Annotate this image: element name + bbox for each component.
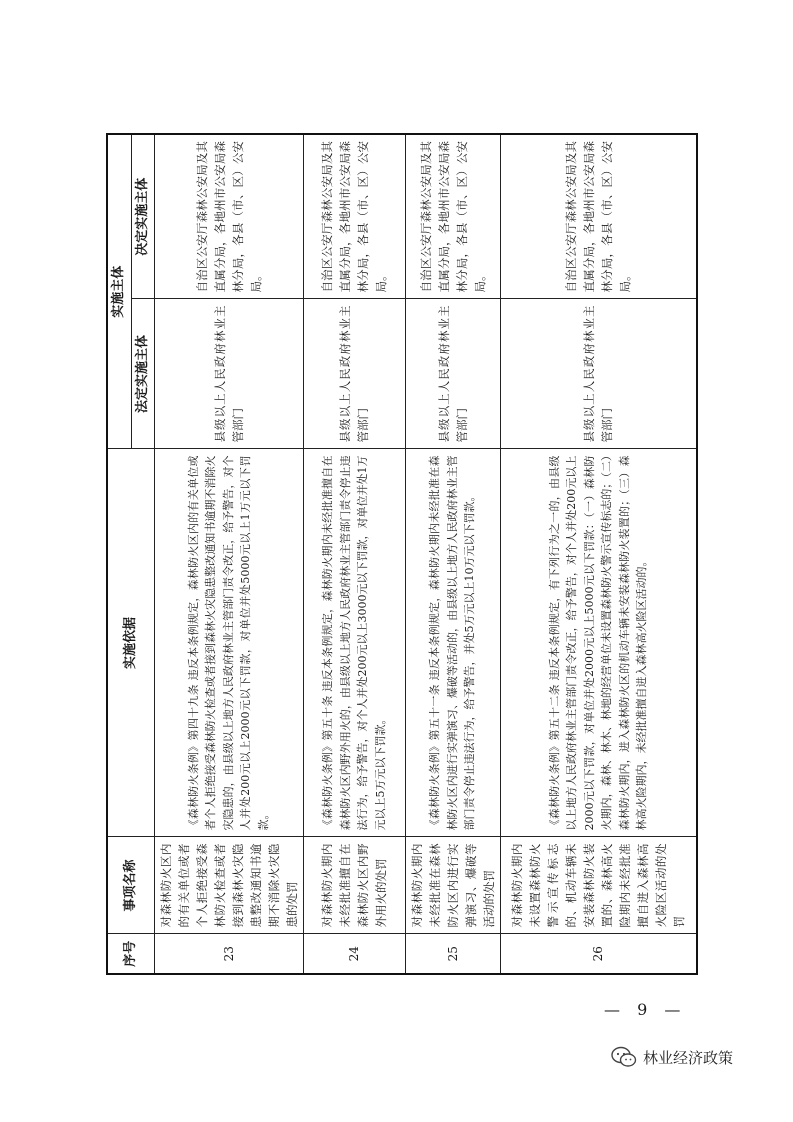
row-seq: 24 — [303, 934, 405, 974]
row-seq: 26 — [500, 934, 697, 974]
row-basis: 《森林防火条例》第五十条 违反本条例规定，森林防火期内未经批准擅自在森林防火区内野外用火的，由县级以上地方人民政府林业主管部门责令停止违法行为，给予警告，对个人并处200元以上3000元以下罚款，对单位并处1万元以上5万元以下罚款。 — [303, 449, 405, 837]
row-legal-subject: 县级以上人民政府林业主管部门 — [405, 299, 500, 449]
row-item-name: 对森林防火区内的有关单位或者个人拒绝接受森林防火检查或者接到森林火灾隐患整改通知书逾期不消除火灾隐患的处罚 — [154, 837, 303, 934]
row-basis: 《森林防火条例》第五十一条 违反本条例规定，森林防火期内未经批准在森林防火区内进行实弹演习、爆破等活动的，由县级以上地方人民政府林业主管部门责令停止违法行为，给予警告，并处5万元以上10万元以下罚款。 — [405, 449, 500, 837]
header-basis: 实施依据 — [107, 449, 154, 837]
table-row — [303, 134, 405, 974]
row-item-name: 对森林防火期内未经批准擅自在森林防火区内野外用火的处罚 — [303, 837, 405, 934]
page-number: — 9 — — [604, 1000, 687, 1019]
header-legal-subject: 法定实施主体 — [131, 299, 154, 449]
row-legal-subject: 县级以上人民政府林业主管部门 — [154, 299, 303, 449]
row-seq: 25 — [405, 934, 500, 974]
row-item-name: 对森林防火期内未设置森林防火警示宣传标志的、机动车辆未安装森林防火装置的、森林高火险期内未经批准擅自进入森林高火险区活动的处罚 — [500, 837, 697, 934]
table-row — [405, 134, 500, 974]
row-seq: 23 — [154, 934, 303, 974]
row-legal-subject: 县级以上人民政府林业主管部门 — [303, 299, 405, 449]
row-decide-subject: 自治区公安厅森林公安局及其直属分局，各地州市公安局森林分局，各县（市、区）公安局。 — [500, 134, 697, 299]
header-subject: 实施主体 — [107, 134, 131, 449]
enforcement-table — [106, 133, 698, 975]
row-decide-subject: 自治区公安厅森林公安局及其直属分局，各地州市公安局森林分局，各县（市、区）公安局。 — [303, 134, 405, 299]
row-basis: 《森林防火条例》第五十二条 违反本条例规定，有下列行为之一的，由县级以上地方人民政府林业主管部门责令改正，给予警告，对个人并处200元以上2000元以下罚款，对单位并处2000元以上5000元以下罚款：（一）森林防火期内，森林、林木、林地的经营单位未设置森林防火警示宣传标志的；（二）森林防火期内，进入森林防火区的机动车辆未安装森林防火装置的；（三）森林高火险期内，未经批准擅自进入森林高火险区活动的。 — [500, 449, 697, 837]
row-legal-subject: 县级以上人民政府林业主管部门 — [500, 299, 697, 449]
header-seq: 序号 — [107, 934, 154, 974]
header-decide-subject: 决定实施主体 — [131, 134, 154, 299]
row-decide-subject: 自治区公安厅森林公安局及其直属分局，各地州市公安局森林分局，各县（市、区）公安局。 — [405, 134, 500, 299]
watermark — [611, 1046, 733, 1068]
rotated-table-frame — [106, 135, 687, 975]
watermark-text: 林业经济政策 — [643, 1048, 734, 1067]
row-basis: 《森林防火条例》第四十九条 违反本条例规定，森林防火区内的有关单位或者个人拒绝接受森林防火检查或者接到森林火灾隐患整改通知书逾期不消除火灾隐患的，由县级以上地方人民政府林业主管部门责令改正，给予警告，对个人并处200元以上2000元以下罚款，对单位并处5000元以上1万元以下罚款。 — [154, 449, 303, 837]
table-row — [500, 134, 697, 974]
row-decide-subject: 自治区公安厅森林公安局及其直属分局，各地州市公安局森林分局，各县（市、区）公安局。 — [154, 134, 303, 299]
wechat-icon — [611, 1046, 637, 1068]
table-row — [154, 134, 303, 974]
header-item-name: 事项名称 — [107, 837, 154, 934]
row-item-name: 对森林防火期内未经批准在森林防火区内进行实弹演习、爆破等活动的处罚 — [405, 837, 500, 934]
